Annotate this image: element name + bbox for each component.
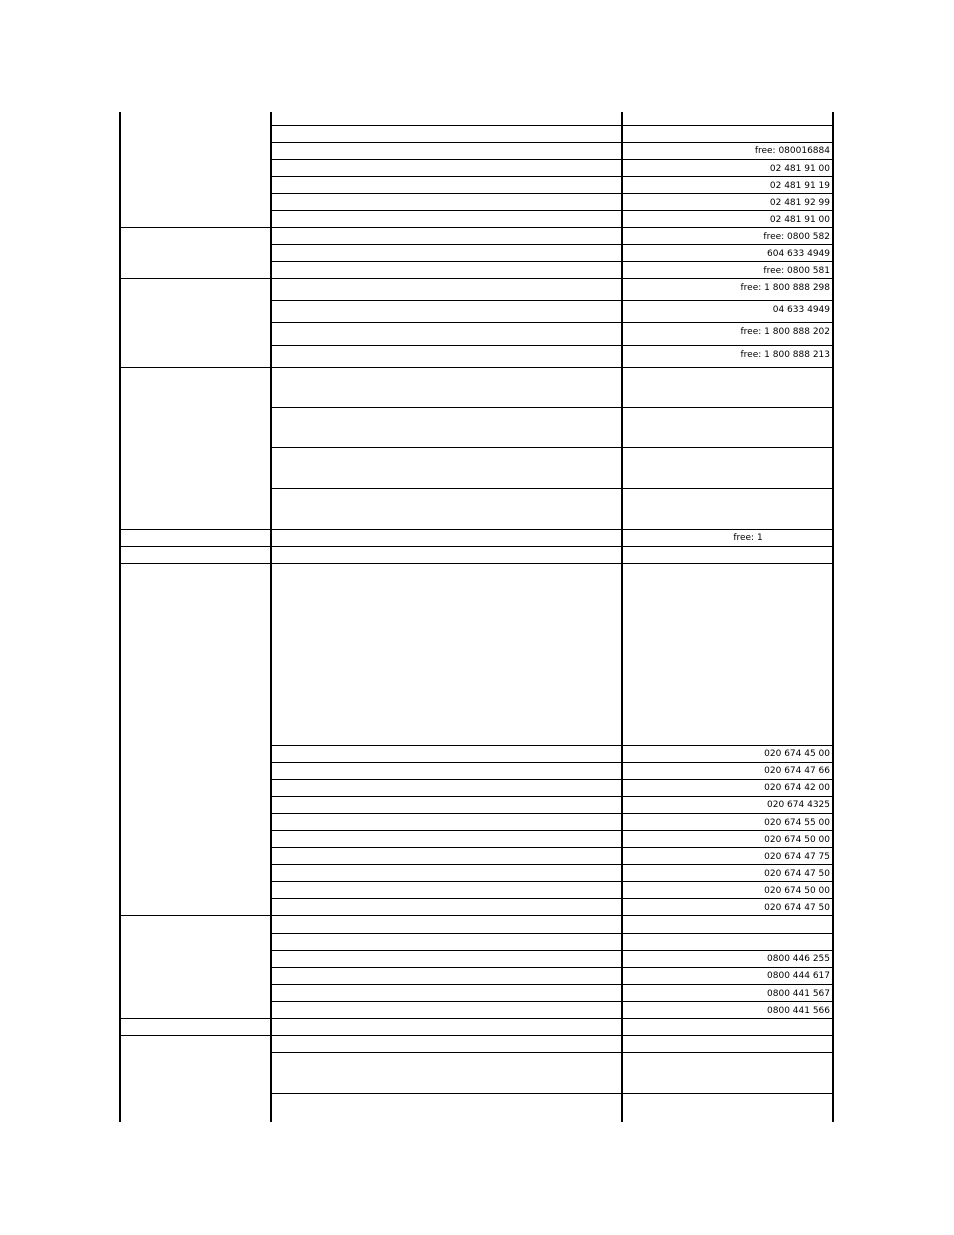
phone-number: 020 674 47 50 bbox=[764, 869, 830, 879]
row-rule bbox=[270, 950, 834, 951]
row-rule bbox=[270, 193, 834, 194]
column-rule-right-b bbox=[832, 112, 834, 1122]
row-rule bbox=[270, 779, 834, 780]
phone-number: 020 674 47 66 bbox=[764, 766, 830, 776]
row-rule bbox=[270, 142, 834, 143]
phone-number: free: 1 800 888 202 bbox=[740, 327, 830, 337]
column-rule-middle bbox=[270, 112, 272, 1122]
row-rule bbox=[270, 345, 834, 346]
group-rule bbox=[119, 367, 834, 368]
row-rule bbox=[270, 745, 834, 746]
phone-number: 020 674 42 00 bbox=[764, 783, 830, 793]
row-rule bbox=[270, 261, 834, 262]
phone-number: free: 0800 581 bbox=[763, 266, 830, 276]
row-rule bbox=[270, 1052, 834, 1053]
row-rule bbox=[270, 447, 834, 448]
phone-number: 020 674 47 50 bbox=[764, 903, 830, 913]
row-rule bbox=[270, 898, 834, 899]
row-rule bbox=[270, 300, 834, 301]
row-rule bbox=[270, 813, 834, 814]
row-rule bbox=[270, 176, 834, 177]
row-rule bbox=[270, 864, 834, 865]
phone-number: 02 481 92 99 bbox=[769, 198, 830, 208]
row-rule bbox=[270, 407, 834, 408]
group-rule bbox=[119, 227, 834, 228]
phone-number: 020 674 55 00 bbox=[764, 818, 830, 828]
phone-number: free: 0800 582 bbox=[763, 232, 830, 242]
phone-number: 0800 441 566 bbox=[767, 1006, 830, 1016]
row-rule bbox=[270, 933, 834, 934]
row-rule bbox=[270, 984, 834, 985]
phone-number: 0800 444 617 bbox=[767, 971, 830, 981]
row-rule bbox=[270, 210, 834, 211]
group-rule bbox=[119, 529, 834, 530]
phone-number: 04 633 4949 bbox=[772, 305, 830, 315]
phone-number: 02 481 91 00 bbox=[769, 215, 830, 225]
phone-number: 604 633 4949 bbox=[767, 249, 830, 259]
phone-number: 0800 446 255 bbox=[767, 954, 830, 964]
row-rule bbox=[270, 159, 834, 160]
group-rule bbox=[119, 1018, 834, 1019]
column-rule-right-a bbox=[621, 112, 623, 1122]
row-rule bbox=[270, 967, 834, 968]
phone-number: 020 674 45 00 bbox=[764, 749, 830, 759]
group-rule bbox=[119, 915, 834, 916]
group-rule bbox=[119, 278, 834, 279]
phone-number: free: 1 bbox=[733, 533, 763, 543]
row-rule bbox=[270, 1001, 834, 1002]
phone-number: 020 674 50 00 bbox=[764, 886, 830, 896]
phone-number: 02 481 91 00 bbox=[769, 164, 830, 174]
row-rule bbox=[270, 322, 834, 323]
phone-number: free: 080016884 bbox=[754, 146, 830, 156]
group-rule bbox=[119, 546, 834, 547]
phone-number: 020 674 47 75 bbox=[764, 852, 830, 862]
row-rule bbox=[270, 762, 834, 763]
phone-number: free: 1 800 888 298 bbox=[740, 283, 830, 293]
row-rule bbox=[270, 881, 834, 882]
row-rule bbox=[270, 830, 834, 831]
phone-number: 0800 441 567 bbox=[767, 989, 830, 999]
row-rule bbox=[270, 796, 834, 797]
phone-number: 02 481 91 19 bbox=[769, 181, 830, 191]
row-rule bbox=[270, 847, 834, 848]
phone-number: free: 1 800 888 213 bbox=[740, 350, 830, 360]
row-rule bbox=[270, 125, 834, 126]
row-rule bbox=[270, 1093, 834, 1094]
group-rule bbox=[119, 1035, 834, 1036]
column-rule-left bbox=[119, 112, 121, 1122]
row-rule bbox=[270, 488, 834, 489]
phone-number: 020 674 50 00 bbox=[764, 835, 830, 845]
phone-number: 020 674 4325 bbox=[767, 800, 830, 810]
row-rule bbox=[270, 244, 834, 245]
group-rule bbox=[119, 563, 834, 564]
